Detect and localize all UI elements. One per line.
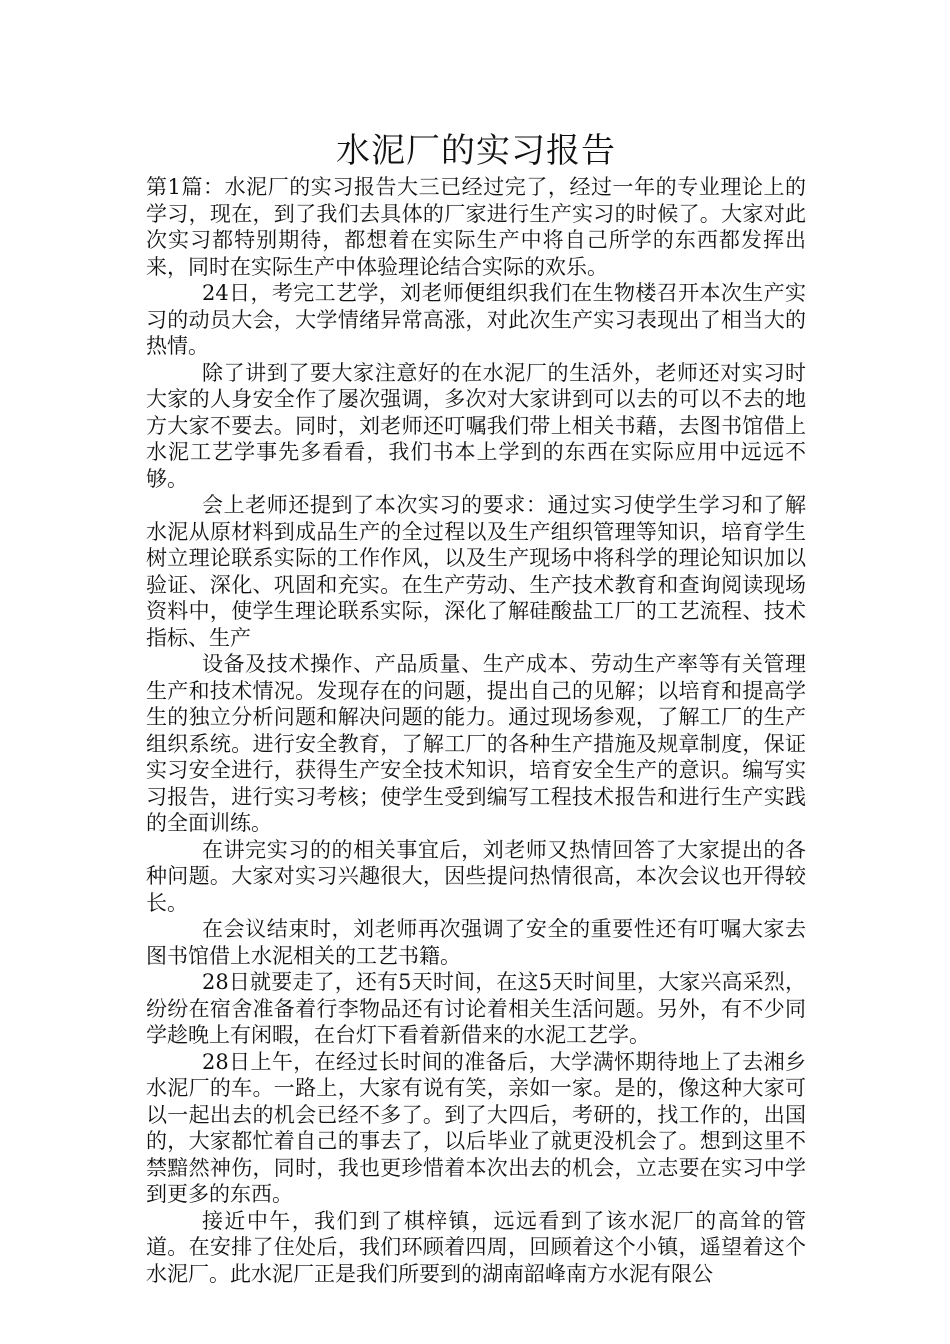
paragraph: 会上老师还提到了本次实习的要求：通过实习使学生学习和了解水泥从原材料到成品生产的全过程以及生产组织管理等知识，培育学生树立理论联系实际的工作作风，以及生产现场中将科学的理论知识加以验证、深化、巩固和充实。在生产劳动、生产技术教育和查询阅读现场资料中，使学生理论联系实际，深化了解硅酸盐工厂的工艺流程、技术指标、生产 [146, 493, 806, 650]
paragraph-intro: 第1篇：水泥厂的实习报告大三已经过完了，经过一年的专业理论上的学习，现在，到了我们去具体的厂家进行生产实习的时候了。大家对此次实习都特别期待，都想着在实际生产中将自己所学的东西都发挥出来，同时在实际生产中体验理论结合实际的欢乐。 [146, 175, 806, 279]
document-body [146, 128, 806, 1287]
paragraph: 设备及技术操作、产品质量、生产成本、劳动生产率等有关管理生产和技术情况。发现存在的问题，提出自己的见解；以培育和提高学生的独立分析问题和解决问题的能力。通过现场参观，了解工厂的生产组织系统。进行安全教育，了解工厂的各种生产措施及规章制度，保证实习安全进行，获得生产安全技术知识，培育安全生产的意识。编写实习报告，进行实习考核；使学生受到编写工程技术报告和进行生产实践的全面训练。 [146, 652, 806, 835]
paragraph: 28日上午，在经过长时间的准备后，大学满怀期待地上了去湘乡水泥厂的车。一路上，大家有说有笑，亲如一家。是的，像这种大家可以一起出去的机会已经不多了。到了大四后，考研的，找工作的，出国的，大家都忙着自己的事去了，以后毕业了就更没机会了。想到这里不禁黯然神伤，同时，我也更珍惜着本次出去的机会，立志要在实习中学到更多的东西。 [146, 1049, 806, 1206]
paragraph: 除了讲到了要大家注意好的在水泥厂的生活外，老师还对实习时大家的人身安全作了屡次强调，多次对大家讲到可以去的可以不去的地方大家不要去。同时，刘老师还叮嘱我们带上相关书藉，去图书馆借上水泥工艺学事先多看看，我们书本上学到的东西在实际应用中远远不够。 [146, 360, 806, 491]
paragraph: 在讲完实习的的相关事宜后，刘老师又热情回答了大家提出的各种问题。大家对实习兴趣很大，因些提问热情很高，本次会议也开得较长。 [146, 837, 806, 915]
paragraph: 在会议结束时，刘老师再次强调了安全的重要性还有叮嘱大家去图书馆借上水泥相关的工艺书籍。 [146, 917, 806, 968]
document-title: 水泥厂的实习报告 [336, 131, 616, 171]
paragraph: 24日，考完工艺学，刘老师便组织我们在生物楼召开本次生产实习的动员大会，大学情绪异常高涨，对此次生产实习表现出了相当大的热情。 [146, 281, 806, 358]
paragraph: 接近中午，我们到了棋梓镇，远远看到了该水泥厂的高耸的管道。在安排了住处后，我们环顾着四周，回顾着这个小镇，遥望着这个水泥厂。此水泥厂正是我们所要到的湖南韶峰南方水泥有限公 [146, 1208, 806, 1286]
paragraph: 28日就要走了，还有5天时间，在这5天时间里，大家兴高采烈，纷纷在宿舍准备着行李物品还有讨论着相关生活问题。另外，有不少同学趁晚上有闲暇，在台灯下看着新借来的水泥工艺学。 [146, 970, 806, 1047]
